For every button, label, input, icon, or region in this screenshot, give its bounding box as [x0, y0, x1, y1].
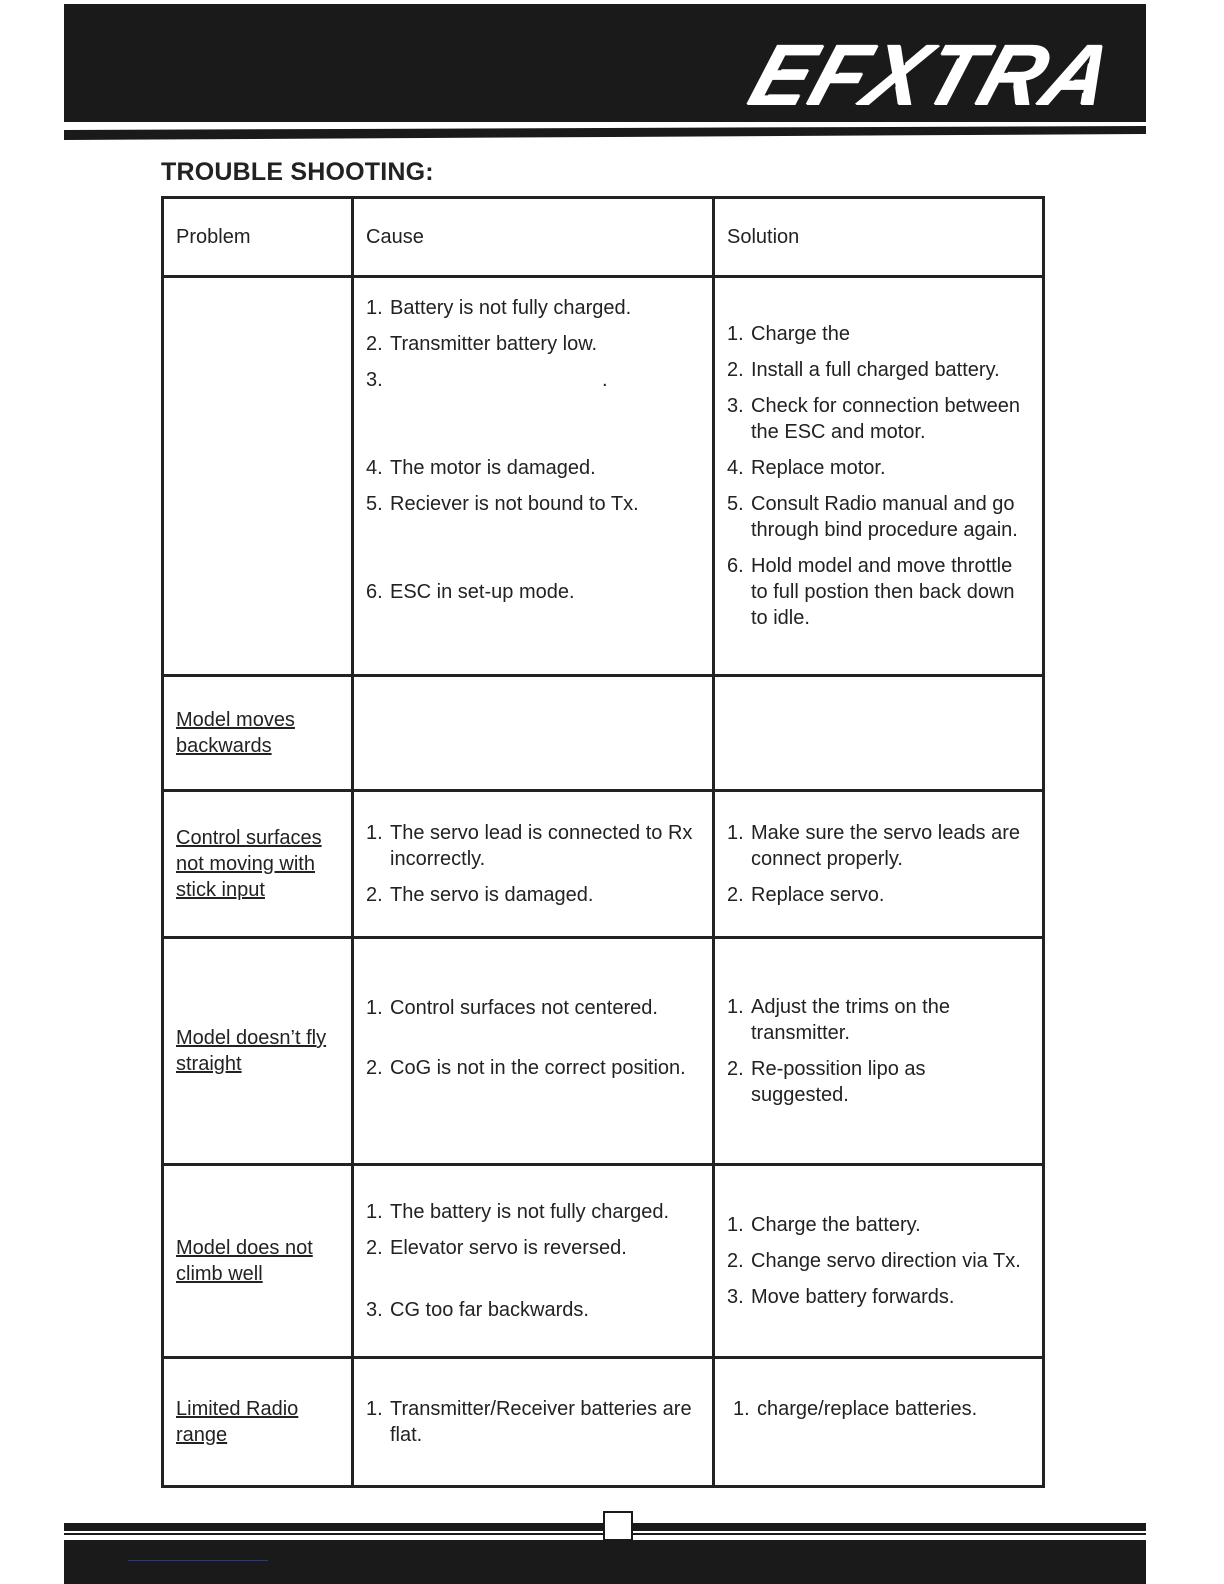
table-row — [163, 938, 1044, 1165]
logo-text: EFXTRA — [739, 28, 1127, 124]
list-item: 2. CoG is not in the correct position. — [366, 1057, 686, 1079]
solution-cell — [714, 277, 1044, 676]
list-item: 1. The battery is not fully charged. — [366, 1201, 670, 1223]
cause-cell — [353, 1358, 714, 1487]
solution-list — [727, 1396, 1028, 1448]
list-item: 2. Replace servo. — [727, 884, 885, 906]
list-item: 2. Re-possition lipo as suggested. — [727, 1058, 926, 1106]
list-item: 1. The servo lead is connected to Rx incorrectly. — [366, 822, 693, 870]
solution-list — [727, 321, 1028, 631]
cause-cell — [353, 676, 714, 791]
list-item: 2. Elevator servo is reversed. — [366, 1237, 627, 1259]
cause-list — [366, 1396, 698, 1448]
cause-cell — [353, 791, 714, 938]
solution-cell — [714, 1165, 1044, 1358]
problem-cell — [163, 1165, 353, 1358]
list-item: 1. Control surfaces not centered. — [366, 997, 658, 1019]
list-item: 6. Hold model and move throttle to full postion then back down to idle. — [727, 555, 1015, 629]
cause-list — [366, 995, 698, 1081]
table-row — [163, 277, 1044, 676]
header-cause: Cause — [353, 198, 714, 277]
cause-cell — [353, 277, 714, 676]
list-item: 3. Check for connection between the ESC and motor. — [727, 395, 1021, 443]
problem-text: Model does not climb well — [176, 1237, 313, 1285]
list-item: 4. Replace motor. — [727, 457, 886, 479]
problem-text: Model moves backwards — [176, 709, 295, 757]
problem-cell — [163, 277, 353, 676]
cause-cell — [353, 1165, 714, 1358]
list-item: 1. Charge the — [727, 323, 850, 345]
cause-list — [366, 820, 698, 908]
list-item: 2. The servo is damaged. — [366, 884, 594, 906]
solution-cell — [714, 938, 1044, 1165]
list-item: 3. Move battery forwards. — [727, 1286, 955, 1308]
troubleshooting-table — [161, 196, 1045, 1488]
list-item: 2. Transmitter battery low. — [366, 333, 598, 355]
table-row — [163, 1358, 1044, 1487]
problem-cell — [163, 1358, 353, 1487]
solution-list — [727, 994, 1028, 1108]
solution-cell — [714, 676, 1044, 791]
header-solution: Solution — [714, 198, 1044, 277]
list-item: 2. Change servo direction via Tx. — [727, 1250, 1021, 1272]
efxtra-logo — [718, 28, 1148, 124]
list-item: 1. Adjust the trims on the transmitter. — [727, 996, 950, 1044]
header-problem: Problem — [163, 198, 353, 277]
solution-list — [727, 1212, 1028, 1310]
solution-list — [727, 820, 1028, 908]
problem-text: Control surfaces not moving with stick input — [176, 827, 322, 901]
problem-cell — [163, 676, 353, 791]
list-item: 5. Consult Radio manual and go through bind procedure again. — [727, 493, 1018, 541]
list-item: 1. Battery is not fully charged. — [366, 297, 632, 319]
table-header-row — [163, 198, 1044, 277]
list-item: 2. Install a full charged battery. — [727, 359, 1000, 381]
list-item: 1. charge/replace batteries. — [733, 1398, 978, 1420]
page-number-box — [603, 1511, 633, 1541]
solution-cell — [714, 791, 1044, 938]
page-title: TROUBLE SHOOTING: — [161, 158, 434, 186]
table-row — [163, 1165, 1044, 1358]
table-row — [163, 791, 1044, 938]
cause-list — [366, 295, 698, 605]
list-item: 5. Reciever is not bound to Tx. — [366, 493, 639, 515]
list-item: 3. . — [366, 369, 608, 391]
list-item: 1. Make sure the servo leads are connect properly. — [727, 822, 1021, 870]
header-stripe — [64, 126, 1146, 140]
list-item: 3. CG too far backwards. — [366, 1299, 589, 1321]
problem-text: Model doesn’t fly straight — [176, 1027, 327, 1075]
footer-link-underline — [128, 1560, 268, 1561]
cause-list — [366, 1199, 698, 1323]
list-item: 6. ESC in set-up mode. — [366, 581, 575, 603]
list-item: 1. Charge the battery. — [727, 1214, 921, 1236]
problem-cell — [163, 791, 353, 938]
solution-cell — [714, 1358, 1044, 1487]
cause-cell — [353, 938, 714, 1165]
problem-cell — [163, 938, 353, 1165]
list-item: 4. The motor is damaged. — [366, 457, 596, 479]
list-item: 1. Transmitter/Receiver batteries are flat. — [366, 1398, 692, 1446]
problem-text: Limited Radio range — [176, 1398, 299, 1446]
footer-banner — [64, 1540, 1146, 1584]
table-row — [163, 676, 1044, 791]
